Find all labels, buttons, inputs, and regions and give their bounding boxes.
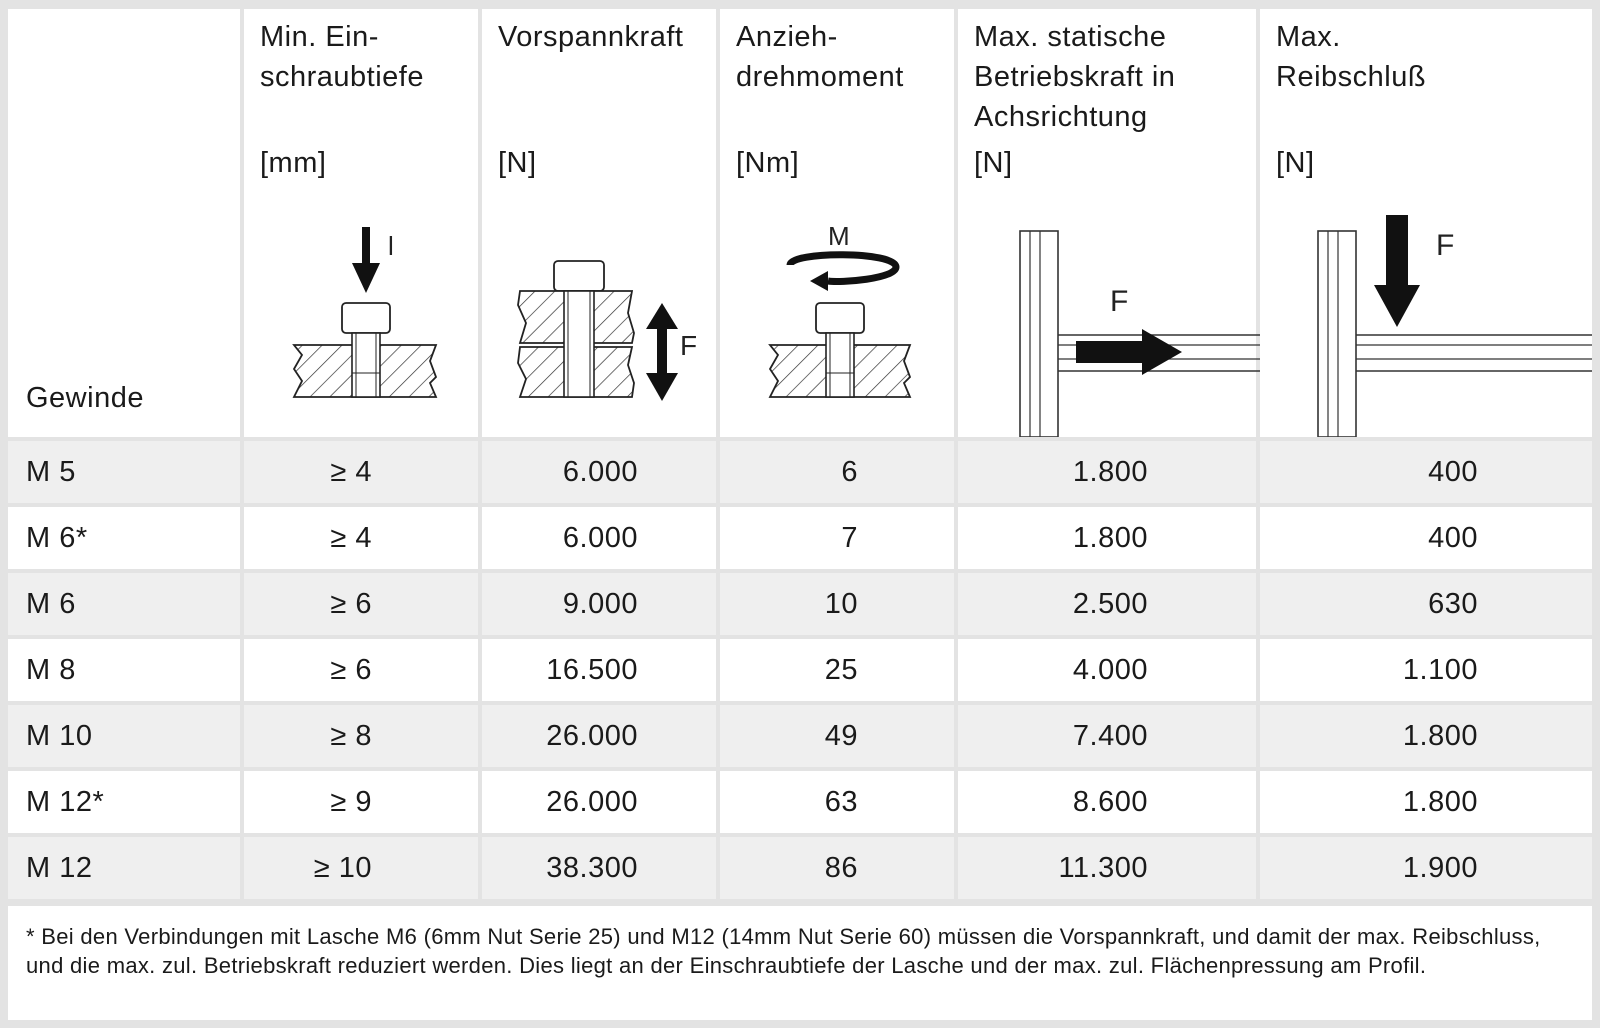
screw-data-table [8,9,1592,903]
value-cell: 6 [720,441,958,507]
value-cell: 7 [720,507,958,573]
header-unit: [N] [974,147,1013,179]
value-cell: 10 [720,573,958,639]
friction-force-diagram [1260,205,1592,437]
value-cell: 1.800 [958,507,1260,573]
value-cell: 9.000 [482,573,720,639]
header-unit: [mm] [260,147,327,179]
value-cell: 1.800 [1260,771,1592,837]
value-cell: ≥ 10 [244,837,482,903]
header-reibschluss [1260,9,1592,441]
thread-size-cell: M 6* [8,507,244,573]
thread-size-cell: M 12 [8,837,244,903]
thread-size-cell: M 6 [8,573,244,639]
value-cell: 1.900 [1260,837,1592,903]
value-cell: 4.000 [958,639,1260,705]
axial-force-label: F [1110,285,1129,318]
value-cell: 26.000 [482,705,720,771]
header-title: Gewinde [26,382,144,414]
header-anziehdrehmoment [720,9,958,441]
value-cell: 49 [720,705,958,771]
value-cell: 38.300 [482,837,720,903]
value-cell: 86 [720,837,958,903]
torque-diagram [720,205,954,415]
value-cell: 1.100 [1260,639,1592,705]
value-cell: 1.800 [1260,705,1592,771]
value-cell: ≥ 6 [244,573,482,639]
header-row [8,9,1592,441]
preload-force-label: F [680,330,698,361]
value-cell: 63 [720,771,958,837]
value-cell: ≥ 8 [244,705,482,771]
axial-force-diagram [958,205,1260,437]
value-cell: 7.400 [958,705,1260,771]
depth-label: l [388,231,394,261]
thread-size-cell: M 12* [8,771,244,837]
table-row [8,573,1592,639]
torque-label: M [828,221,850,251]
value-cell: ≥ 9 [244,771,482,837]
value-cell: ≥ 4 [244,507,482,573]
header-title: Max. statische Betriebskraft in Achsrichtung [974,21,1176,133]
thread-size-cell: M 5 [8,441,244,507]
value-cell: 6.000 [482,507,720,573]
thread-size-cell: M 8 [8,639,244,705]
value-cell: 400 [1260,507,1592,573]
value-cell: 25 [720,639,958,705]
value-cell: 6.000 [482,441,720,507]
table-row [8,639,1592,705]
value-cell: 8.600 [958,771,1260,837]
header-title: Anzieh- drehmoment [736,21,904,93]
value-cell: ≥ 6 [244,639,482,705]
header-betriebskraft [958,9,1260,441]
header-unit: [N] [1276,147,1315,179]
table-row [8,441,1592,507]
header-unit: [Nm] [736,147,800,179]
table-row [8,705,1592,771]
header-title: Vorspannkraft [498,21,684,53]
table-row [8,507,1592,573]
preload-diagram [482,205,716,415]
thread-size-cell: M 10 [8,705,244,771]
header-unit: [N] [498,147,537,179]
table-row [8,771,1592,837]
value-cell: 1.800 [958,441,1260,507]
value-cell: 2.500 [958,573,1260,639]
value-cell: 16.500 [482,639,720,705]
value-cell: 11.300 [958,837,1260,903]
header-einschraubtiefe [244,9,482,441]
friction-force-label: F [1436,229,1455,262]
header-gewinde [8,9,244,441]
screw-depth-diagram [244,205,478,415]
value-cell: 630 [1260,573,1592,639]
value-cell: ≥ 4 [244,441,482,507]
header-vorspannkraft [482,9,720,441]
value-cell: 26.000 [482,771,720,837]
header-title: Max. Reibschluß [1276,21,1427,93]
value-cell: 400 [1260,441,1592,507]
footnote: * Bei den Verbindungen mit Lasche M6 (6mm Nut Serie 25) und M12 (14mm Nut Serie 60) müssen die Vorspannkraft, und damit der max. Reibschluss, und die max. zul. Betriebskraft reduziert werden. Dies liegt an der Einschraubtiefe der Lasche und der max. zul. Flächenpressung am Profil. [8,906,1592,1020]
table-row [8,837,1592,903]
header-title: Min. Ein- schraubtiefe [260,21,424,93]
